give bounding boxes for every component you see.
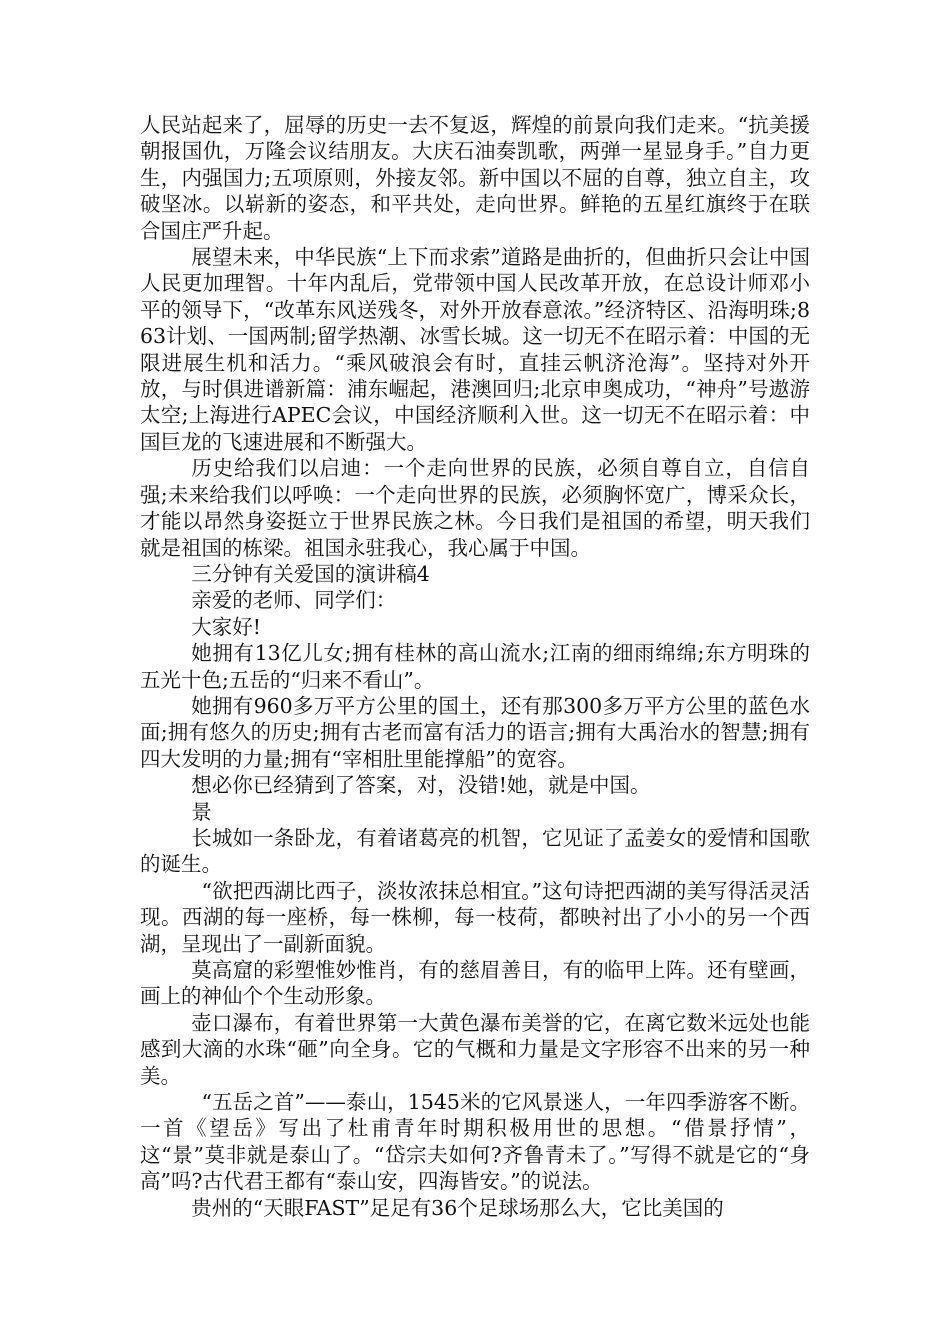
paragraph: 壶口瀑布，有着世界第一大黄色瀑布美誉的它，在离它数米远处也能感到大滴的水珠“砸”向全身。它的气概和力量是文字形容不出来的另一种美。 — [140, 1010, 810, 1088]
paragraph: 长城如一条卧龙，有着诸葛亮的机智，它见证了孟姜女的爱情和国歌的诞生。 — [140, 825, 810, 877]
paragraph: 历史给我们以启迪：一个走向世界的民族，必须自尊自立，自信自强;未来给我们以呼唤：一个走向世界的民族，必须胸怀宽广，博采众长，才能以昂然身姿挺立于世界民族之林。今日我们是祖国的希望，明天我们就是祖国的栋梁。祖国永驻我心，我心属于中国。 — [140, 456, 810, 560]
salutation: 亲爱的老师、同学们： — [191, 588, 397, 613]
paragraph: 她拥有960多万平方公里的国土，还有那300多万平方公里的蓝色水面;拥有悠久的历史;拥有古老而富有活力的语言;拥有大禹治水的智慧;拥有四大发明的力量;拥有“宰相肚里能撑船”的宽容。 — [140, 693, 810, 771]
paragraph: 展望未来，中华民族“上下而求索”道路是曲折的，但曲折只会让中国人民更加理智。十年内乱后，党带领中国人民改革开放，在总设计师邓小平的领导下，“改革东风送残冬，对外开放春意浓。”经济特区、沿海明珠;863计划、一国两制;留学热潮、冰雪长城。这一切无不在昭示着：中国的无限进展生机和活力。“乘风破浪会有时，直挂云帆济沧海”。坚持对外开放，与时俱进谱新篇：浦东崛起，港澳回归;北京申奥成功，“神舟”号遨游太空;上海进行APEC会议，中国经济顺利入世。这一切无不在昭示着：中国巨龙的飞速进展和不断强大。 — [140, 245, 810, 454]
paragraph: 莫高窟的彩塑惟妙惟肖，有的慈眉善目，有的临甲上阵。还有壁画，画上的神仙个个生动形象。 — [140, 958, 810, 1009]
section-title: 三分钟有关爱国的演讲稿4 — [191, 561, 430, 586]
paragraph: 景 — [191, 799, 212, 824]
paragraph: 人民站起来了，屈辱的历史一去不复返，辉煌的前景向我们走来。“抗美援朝报国仇，万隆会议结朋友。大庆石油奏凯歌，两弹一星显身手。”自力更生，内强国力;五项原则，外接友邻。新中国以不屈的自尊，独立自主，攻破坚冰。以崭新的姿态，和平共处，走向世界。鲜艳的五星红旗终于在联合国庄严升起。 — [140, 113, 810, 243]
document-body — [140, 112, 810, 1221]
paragraph: “欲把西湖比西子，淡妆浓抹总相宜。”这句诗把西湖的美写得活灵活现。西湖的每一座桥，每一株柳，每一枝荷，都映衬出了小小的另一个西湖，呈现出了一副新面貌。 — [140, 878, 810, 956]
paragraph: 想必你已经猜到了答案，对，没错!她，就是中国。 — [191, 773, 651, 798]
paragraph: “五岳之首”——泰山，1545米的它风景迷人，一年四季游客不断。一首《望岳》写出了杜甫青年时期积极用世的思想。“借景抒情”，这“景”莫非就是泰山了。“岱宗夫如何?齐鲁青未了。”写得不就是它的“身高”吗?古代君王都有“泰山安，四海皆安。”的说法。 — [140, 1090, 810, 1194]
greeting: 大家好! — [191, 614, 261, 639]
paragraph: 她拥有13亿儿女;拥有桂林的高山流水;江南的细雨绵绵;东方明珠的五光十色;五岳的“归来不看山”。 — [140, 641, 810, 692]
paragraph: 贵州的“天眼FAST”足足有36个足球场那么大，它比美国的 — [191, 1195, 724, 1220]
